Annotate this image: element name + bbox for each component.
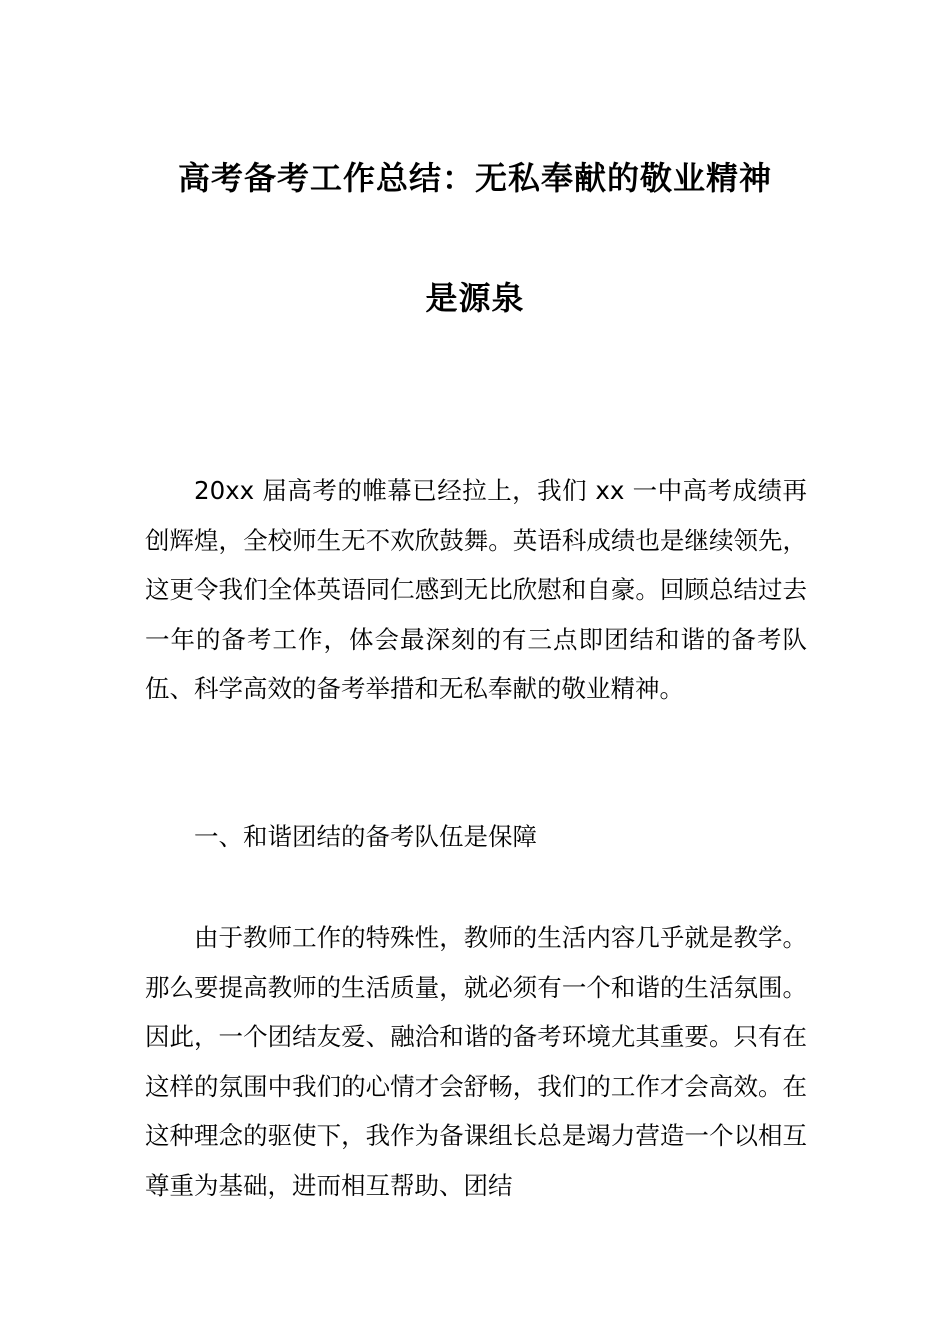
section-heading-1: 一、和谐团结的备考队伍是保障 <box>194 822 537 851</box>
body-paragraph-1: 20xx 届高考的帷幕已经拉上，我们 xx 一中高考成绩再创辉煌，全校师生无不欢欣鼓舞。英语科成绩也是继续领先，这更令我们全体英语同仁感到无比欣慰和自豪。回顾总结过去一年的备考工作，体会最深刻的有三点即团结和谐的备考队伍、科学高效的备考举措和无私奉献的敬业精神。 <box>145 476 807 704</box>
body-paragraph-2: 由于教师工作的特殊性，教师的生活内容几乎就是教学。那么要提高教师的生活质量，就必须有一个和谐的生活氛围。因此，一个团结友爱、融洽和谐的备考环境尤其重要。只有在这样的氛围中我们的心情才会舒畅，我们的工作才会高效。在这种理念的驱使下，我作为备课组长总是竭力营造一个以相互尊重为基础，进而相互帮助、团结 <box>145 923 807 1200</box>
document-title-line-1: 高考备考工作总结：无私奉献的敬业精神 <box>177 159 772 197</box>
document-title-line-2: 是源泉 <box>425 279 525 317</box>
